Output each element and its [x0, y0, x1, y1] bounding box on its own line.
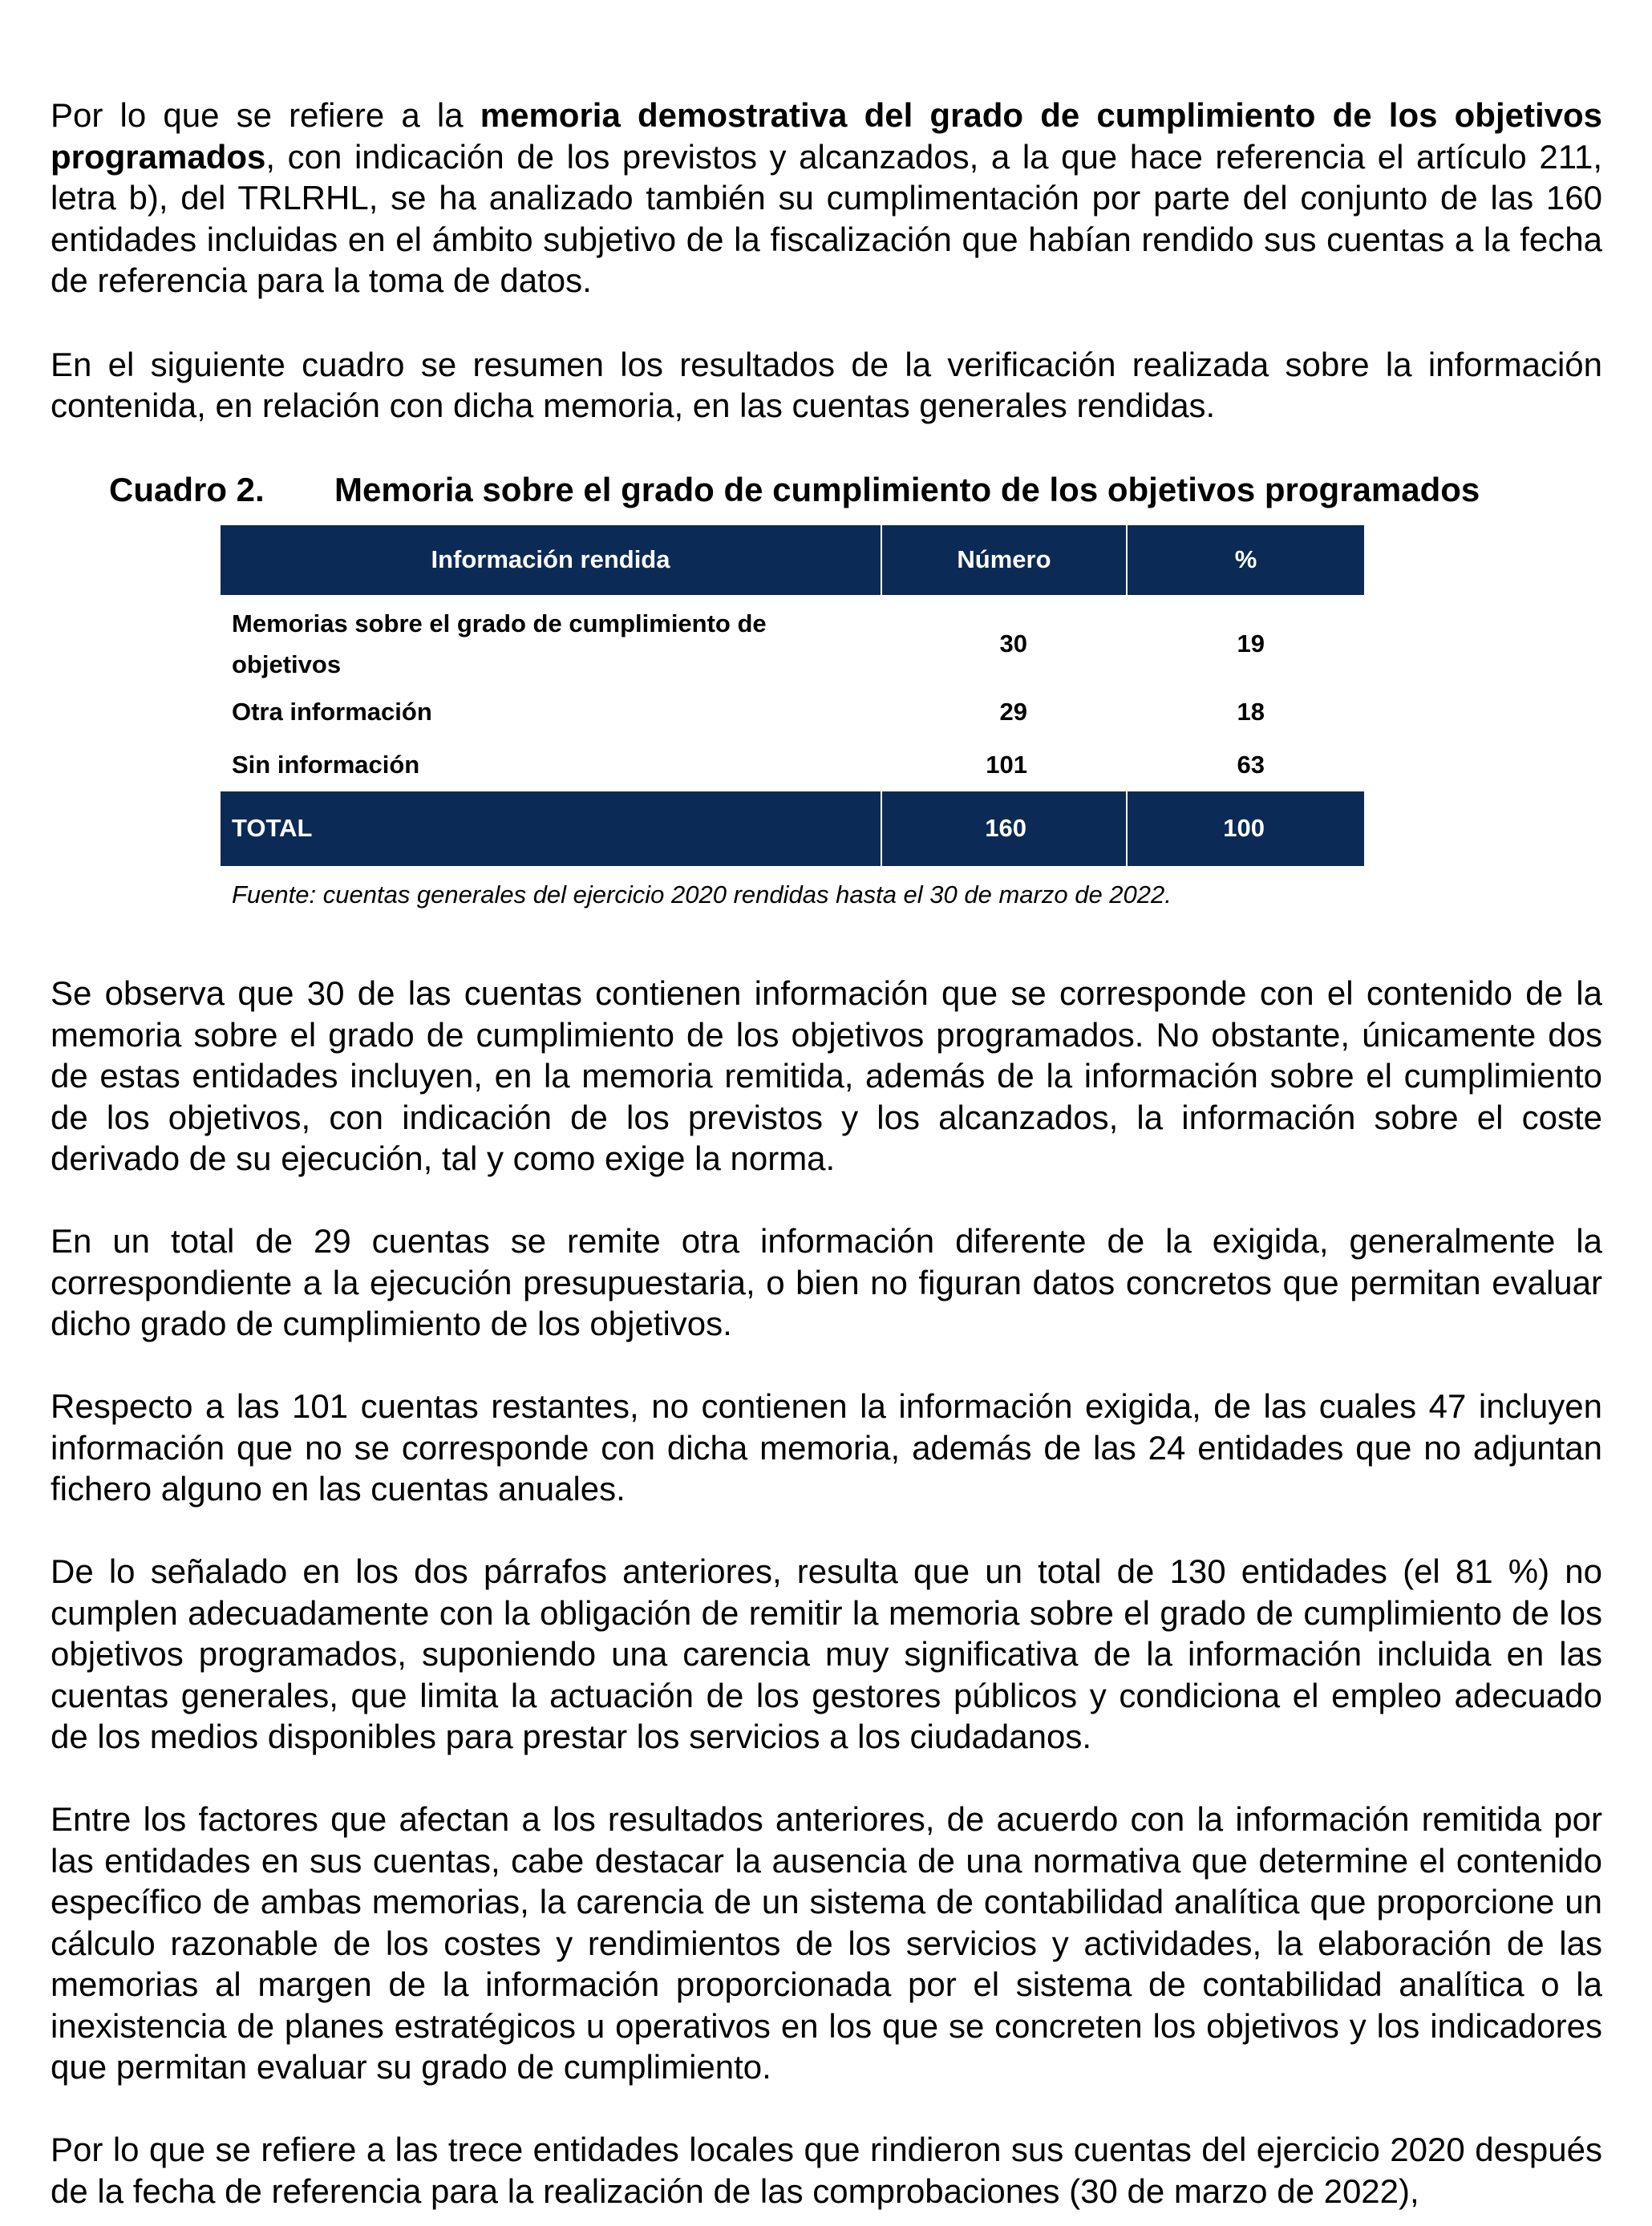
- row-number: 29: [999, 697, 1027, 726]
- row-label: Otra información: [232, 697, 432, 726]
- row-label: Memorias sobre el grado de cumplimiento de objetivos: [232, 609, 767, 678]
- table-caption: [51, 469, 1602, 517]
- results-table: [221, 525, 1364, 866]
- row-percent: 18: [1237, 697, 1265, 726]
- paragraph-conclusion: De lo señalado en los dos párrafos anteriores, resulta que un total de 130 entidades (el 81 %) no cumplen adecuadamente con la obligación de remitir la memoria sobre el grado de cumplimiento de los objetivos programados, suponiendo una carencia muy significativa de la información incluida en las cuentas generales, que limita la actuación de los gestores públicos y condiciona el empleo adecuado de los medios disponibles para prestar los servicios a los ciudadanos.: [51, 1552, 1602, 1755]
- paragraph-intro-bold: memoria demostrativa del grado de cumplimiento de los objetivos programados: [51, 96, 1603, 176]
- row-percent: 19: [1237, 629, 1265, 658]
- paragraph-intro-prefix: Por lo que se refiere a la: [51, 96, 480, 134]
- row-number: 101: [986, 750, 1027, 779]
- header-number: Número: [881, 525, 1127, 595]
- paragraph-factors: Entre los factores que afectan a los resultados anteriores, de acuerdo con la información remitida por las entidades en sus cuentas, cabe destacar la ausencia de una normativa que determine el contenido específico de ambas memorias, la carencia de un sistema de contabilidad analítica que proporcione un cálculo razonable de los costes y rendimientos de los servicios y actividades, la elaboración de las memorias al margen de la información proporcionada por el sistema de contabilidad analítica o la inexistencia de planes estratégicos u operativos en los que se concreten los objetivos y los indicadores que permitan evaluar su grado de cumplimiento.: [51, 1800, 1602, 2086]
- paragraph-observation: Se observa que 30 de las cuentas contienen información que se corresponde con el contenido de la memoria sobre el grado de cumplimiento de los objetivos programados. No obstante, únicamente dos de estas entidades incluyen, en la memoria remitida, además de la información sobre el cumplimiento de los objetivos, con indicación de los previstos y los alcanzados, la información sobre el coste derivado de su ejecución, tal y como exige la norma.: [51, 974, 1602, 1177]
- row-number: 30: [999, 629, 1027, 658]
- table-caption-title: Memoria sobre el grado de cumplimiento de los objetivos programados: [334, 470, 1480, 508]
- paragraph-intro: [51, 95, 1602, 302]
- paragraph-intro-suffix: , con indicación de los previstos y alcanzados, a la que hace referencia el artículo 211, letra b), del TRLRHL, se ha analizado también su cumplimentación por parte del conjunto de las 160 entidades incluidas en el ámbito subjetivo de la fiscalización que habían rendido sus cuentas a la fecha de referencia para la toma de datos.: [51, 137, 1602, 299]
- table-row: [221, 686, 1364, 739]
- document-page: [51, 95, 1602, 2212]
- paragraph-other-info: En un total de 29 cuentas se remite otra información diferente de la exigida, generalmente la correspondiente a la ejecución presupuestaria, o bien no figuran datos concretos que permitan evaluar dicho grado de cumplimiento de los objetivos.: [51, 1222, 1602, 1342]
- paragraph-remaining: Respecto a las 101 cuentas restantes, no contienen la información exigida, de las cuales 47 incluyen información que no se corresponde con dicha memoria, además de las 24 entidades que no adjuntan fichero alguno en las cuentas anuales.: [51, 1387, 1602, 1508]
- row-label: Sin información: [232, 750, 420, 779]
- table-header-row: [221, 525, 1364, 595]
- row-percent: 63: [1237, 750, 1265, 779]
- table-source: Fuente: cuentas generales del ejercicio 2020 rendidas hasta el 30 de marzo de 2022.: [232, 880, 1172, 909]
- table-row: [221, 739, 1364, 791]
- table-caption-number: Cuadro 2.: [109, 470, 265, 508]
- total-number: 160: [881, 791, 1127, 866]
- header-percent: %: [1127, 525, 1364, 595]
- table-total-row: [221, 791, 1364, 866]
- total-percent: 100: [1127, 791, 1364, 866]
- table-row: [221, 595, 1364, 686]
- header-info: Información rendida: [221, 525, 881, 595]
- paragraph-late-entities: Por lo que se refiere a las trece entidades locales que rindieron sus cuentas del ejercicio 2020 después de la fecha de referencia para la realización de las comprobaciones (30 de marzo de 2022),: [51, 2131, 1602, 2210]
- total-label: TOTAL: [221, 791, 881, 866]
- paragraph-table-intro: En el siguiente cuadro se resumen los resultados de la verificación realizada sobre la información contenida, en relación con dicha memoria, en las cuentas generales rendidas.: [51, 345, 1602, 424]
